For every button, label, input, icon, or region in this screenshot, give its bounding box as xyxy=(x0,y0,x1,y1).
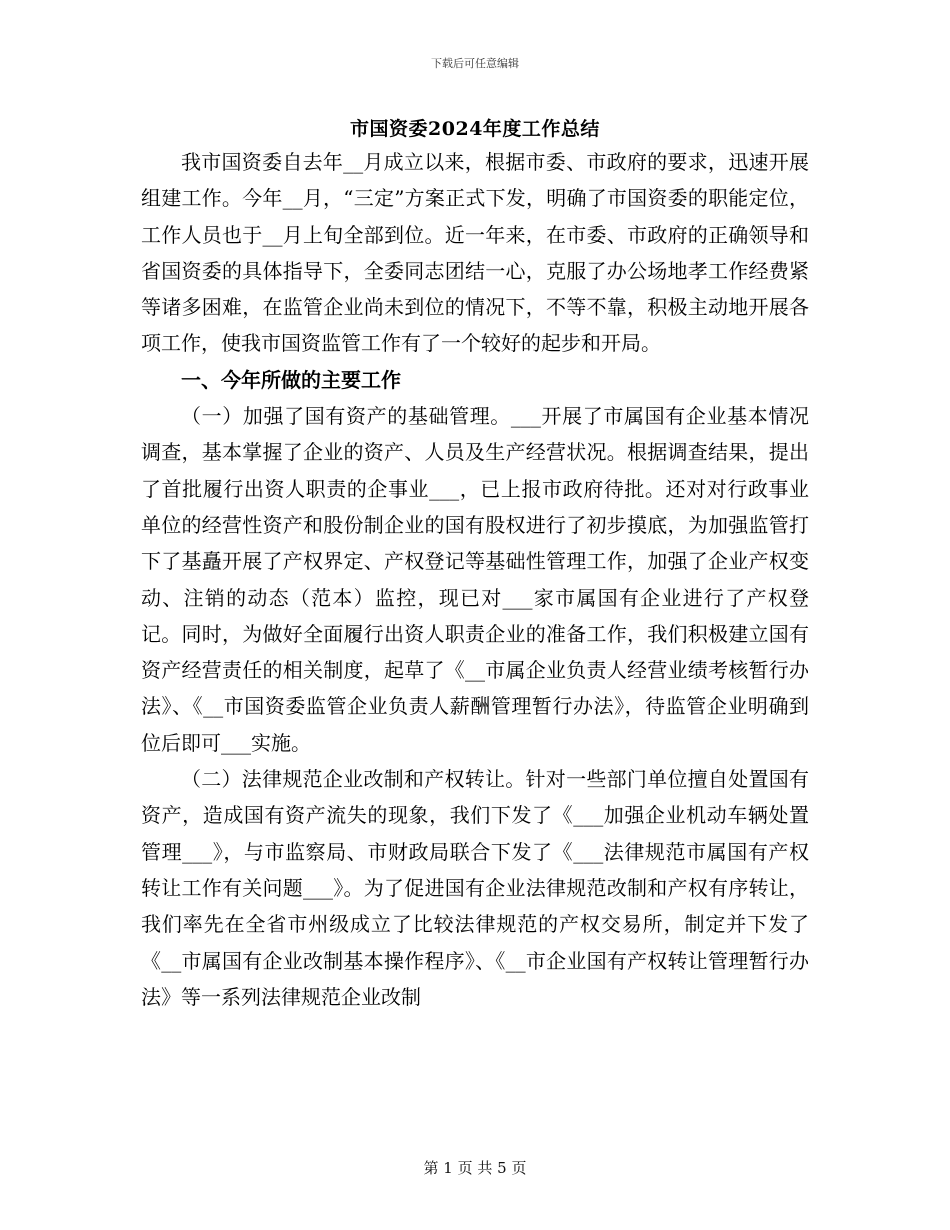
page-footer: 第 1 页 共 5 页 xyxy=(423,1159,527,1177)
document-body xyxy=(141,144,809,1015)
section-heading: 一、今年所做的主要工作 xyxy=(181,367,401,392)
header-note: 下载后可任意编辑 xyxy=(431,57,519,70)
document-title: 市国资委2024年度工作总结 xyxy=(350,118,600,140)
item-paragraph-1: （一）加强了国有资产的基础管理。___开展了市属国有企业基本情况调查，基本掌握了企业的资产、人员及生产经营状况。根据调查结果，提出了首批履行出资人职责的企事业___，已上报市政府待批。还对对行政事业单位的经营性资产和股份制企业的国有股权进行了初步摸底，为加强监管打下了基矗开展了产权界定、产权登记等基础性管理工作，加强了企业产权变动、注销的动态（范本）监控，现已对___家市属国有企业进行了产权登记。同时，为做好全面履行出资人职责企业的准备工作，我们积极建立国有资产经营责任的相关制度，起草了《__市属企业负责人经营业绩考核暂行办法》、《__市国资委监管企业负责人薪酬管理暂行办法》，待监管企业明确到位后即可___实施。 xyxy=(141,404,809,755)
intro-paragraph: 我市国资委自去年__月成立以来，根据市委、市政府的要求，迅速开展组建工作。今年__月，“三定”方案正式下发，明确了市国资委的职能定位，工作人员也于__月上旬全部到位。近一年来，在市委、市政府的正确领导和省国资委的具体指导下，全委同志团结一心，克服了办公场地孝工作经费紧等诸多困难，在监管企业尚未到位的情况下，不等不靠，积极主动地开展各项工作，使我市国资监管工作有了一个较好的起步和开局。 xyxy=(141,150,809,356)
item-paragraph-2: （二）法律规范企业改制和产权转让。针对一些部门单位擅自处置国有资产，造成国有资产流失的现象，我们下发了《___加强企业机动车辆处置管理___》，与市监察局、市财政局联合下发了《___法律规范市属国有产权转让工作有关问题___》。为了促进国有企业法律规范改制和产权有序转让，我们率先在全省市州级成立了比较法律规范的产权交易所，制定并下发了《__市属国有企业改制基本操作程序》、《__市企业国有产权转让管理暂行办法》等一系列法律规范企业改制 xyxy=(141,767,809,1009)
